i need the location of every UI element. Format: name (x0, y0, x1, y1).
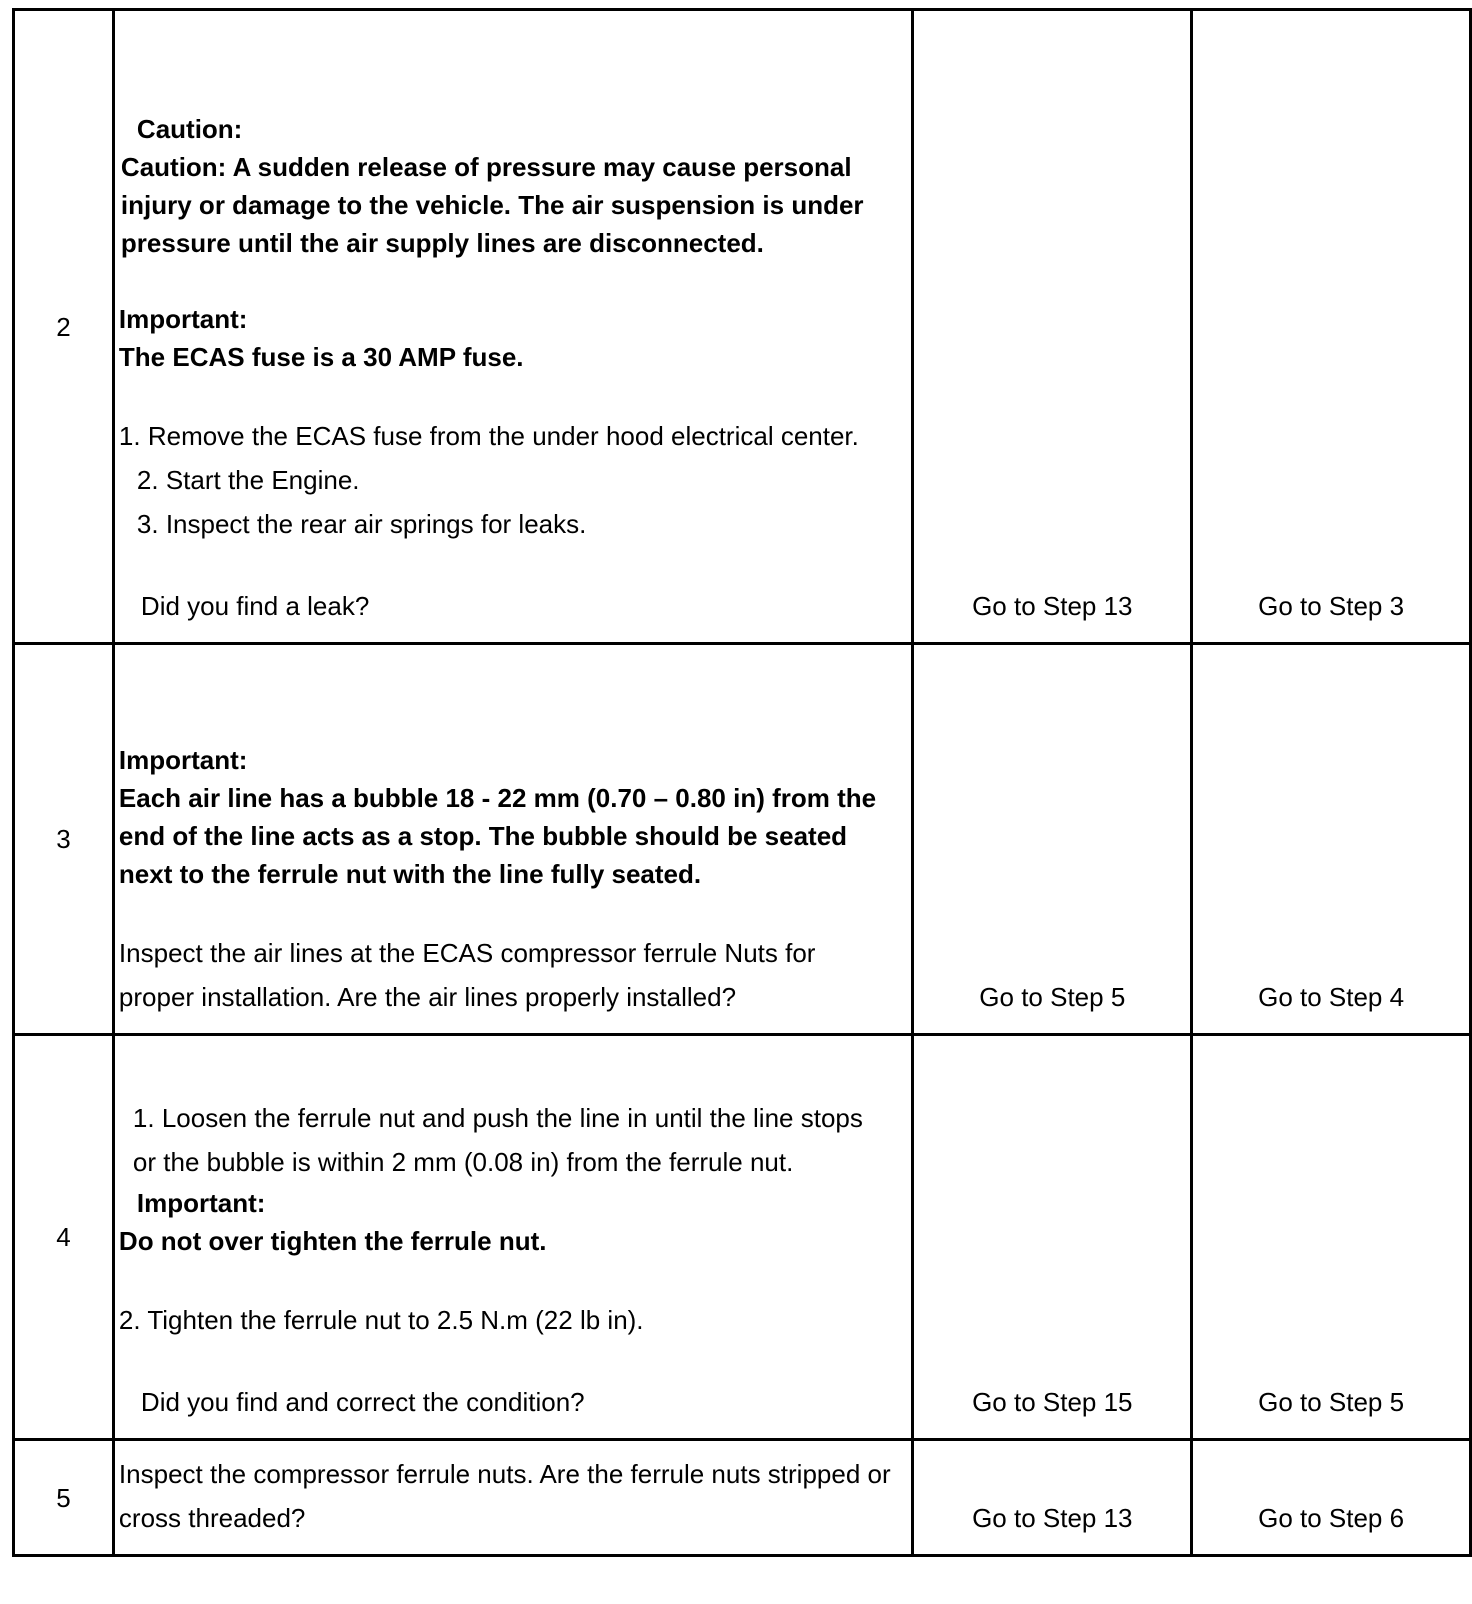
diagnostic-table (12, 8, 1472, 1557)
caution-heading: Caution: (136, 114, 243, 144)
important-text: Do not over tighten the ferrule nut. (118, 1226, 547, 1256)
important-text: The ECAS fuse is a 30 AMP fuse. (118, 342, 524, 372)
table-row (14, 644, 1471, 1035)
step-description (113, 10, 912, 644)
yes-action: Go to Step 13 (913, 10, 1192, 644)
no-action: Go to Step 3 (1192, 10, 1471, 644)
step-number: 5 (14, 1440, 114, 1556)
instruction-item: 1. Loosen the ferrule nut and push the line in until the line stops or the bubble is within 2 mm (0.08 in) from the ferrule nut. (132, 1103, 863, 1177)
important-heading: Important: (118, 745, 248, 775)
yes-action: Go to Step 5 (913, 644, 1192, 1035)
table-row (14, 1440, 1471, 1556)
no-action: Go to Step 6 (1192, 1440, 1471, 1556)
table-row (14, 1035, 1471, 1440)
no-action: Go to Step 4 (1192, 644, 1471, 1035)
caution-text: Caution: A sudden release of pressure may cause personal injury or damage to the vehicle. The air suspension is under pressure until the air supply lines are disconnected. (120, 152, 864, 258)
step-number: 4 (14, 1035, 114, 1440)
step-number: 3 (14, 644, 114, 1035)
instruction-item: 1. Remove the ECAS fuse from the under hood electrical center. (118, 421, 859, 451)
instruction-item: 2. Start the Engine. (136, 465, 360, 495)
step-description (113, 644, 912, 1035)
step-question: Did you find a leak? (140, 591, 370, 621)
step-question: Inspect the compressor ferrule nuts. Are the ferrule nuts stripped or cross threaded? (118, 1459, 891, 1533)
instruction-item: 2. Tighten the ferrule nut to 2.5 N.m (22 lb in). (118, 1305, 644, 1335)
important-text: Each air line has a bubble 18 - 22 mm (0.70 – 0.80 in) from the end of the line acts as a stop. The bubble should be seated next to the ferrule nut with the line fully seated. (118, 783, 877, 889)
step-question: Did you find and correct the condition? (140, 1387, 585, 1417)
important-heading: Important: (118, 304, 248, 334)
step-question: Inspect the air lines at the ECAS compressor ferrule Nuts for proper installation. Are the air lines properly installed? (118, 938, 816, 1012)
step-description (113, 1440, 912, 1556)
no-action: Go to Step 5 (1192, 1035, 1471, 1440)
yes-action: Go to Step 15 (913, 1035, 1192, 1440)
step-description (113, 1035, 912, 1440)
step-number: 2 (14, 10, 114, 644)
instruction-item: 3. Inspect the rear air springs for leaks. (136, 509, 587, 539)
yes-action: Go to Step 13 (913, 1440, 1192, 1556)
important-heading: Important: (136, 1188, 266, 1218)
table-row (14, 10, 1471, 644)
